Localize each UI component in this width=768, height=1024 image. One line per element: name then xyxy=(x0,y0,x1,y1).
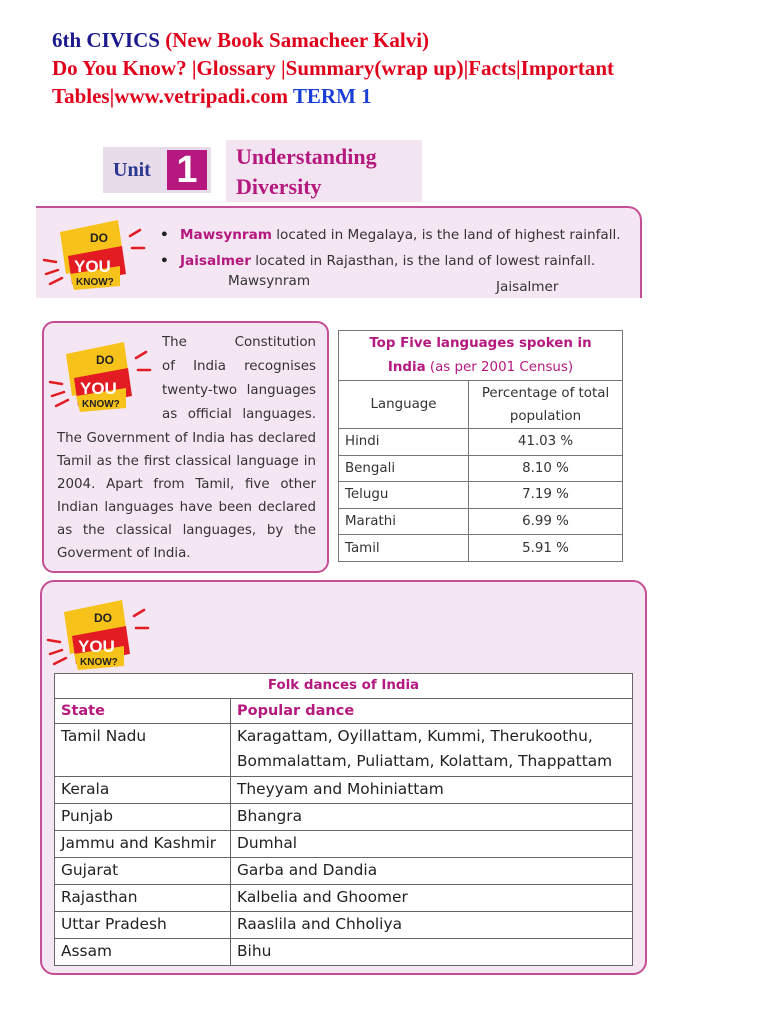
badge-do: DO xyxy=(90,231,108,245)
badge-know: KNOW? xyxy=(82,399,120,410)
table-header-row xyxy=(339,381,623,429)
table-row: Assam Bihu xyxy=(55,939,633,966)
header-line-2: Do You Know? |Glossary |Summary(wrap up)|Facts|Important xyxy=(52,56,614,80)
list-item: • Jaisalmer located in Rajasthan, is the land of lowest rainfall. xyxy=(160,248,621,274)
column-header-percent: Percentage of total population xyxy=(469,381,623,429)
table-row: Bengali 8.10 % xyxy=(339,455,623,482)
do-you-know-icon xyxy=(44,592,156,672)
badge-you: YOU xyxy=(80,379,117,398)
table-row: Uttar Pradesh Raaslila and Chholiya xyxy=(55,912,633,939)
badge-do: DO xyxy=(96,353,114,367)
table-row: Jammu and Kashmir Dumhal xyxy=(55,831,633,858)
do-you-know-icon xyxy=(46,334,158,414)
folk-dances-table xyxy=(54,673,633,966)
languages-table xyxy=(338,330,623,562)
facts-list xyxy=(160,222,621,274)
languages-note-intro: The Constitution of India recognises twenty-two languages as official languages. xyxy=(162,335,316,422)
column-header-state: State xyxy=(55,699,231,724)
unit-title: Understanding Diversity xyxy=(236,144,377,199)
table-row: Telugu 7.19 % xyxy=(339,482,623,509)
badge-know: KNOW? xyxy=(76,277,114,288)
table-title-row: Folk dances of India xyxy=(55,674,633,699)
badge-do: DO xyxy=(94,611,112,625)
site-link[interactable]: Tables|www.vetripadi.com xyxy=(52,84,289,108)
unit-word: Unit xyxy=(113,159,151,181)
column-header-dance: Popular dance xyxy=(231,699,633,724)
page-header xyxy=(52,26,752,110)
table-row: Kerala Theyyam and Mohiniattam xyxy=(55,777,633,804)
badge-you: YOU xyxy=(74,257,111,276)
do-you-know-icon xyxy=(40,212,152,292)
table-row: Punjab Bhangra xyxy=(55,804,633,831)
badge-know: KNOW? xyxy=(80,657,118,668)
table-header-row xyxy=(55,699,633,724)
table-row: Rajasthan Kalbelia and Ghoomer xyxy=(55,885,633,912)
caption-jaisalmer: Jaisalmer xyxy=(496,279,559,295)
header-line-3: Tables|www.vetripadi.com TERM 1 xyxy=(52,84,372,108)
table-row: Hindi 41.03 % xyxy=(339,429,623,456)
header-line-1: 6th CIVICS (New Book Samacheer Kalvi) xyxy=(52,28,430,52)
table-title-row: Top Five languages spoken in India (as per 2001 Census) xyxy=(339,331,623,381)
table-row: Tamil 5.91 % xyxy=(339,535,623,562)
badge-you: YOU xyxy=(78,637,115,656)
table-row: Marathi 6.99 % xyxy=(339,508,623,535)
unit-number: 1 xyxy=(167,150,207,190)
table-row: Gujarat Garba and Dandia xyxy=(55,858,633,885)
languages-note-paragraph: The Government of India has declared Tamil as the first classical language in 2004. Apart from Tamil, five other Indian languages have been declared as the classical languages, by the Goverment of India. xyxy=(57,431,316,561)
list-item: • Mawsynram located in Megalaya, is the land of highest rainfall. xyxy=(160,222,621,248)
unit-badge xyxy=(103,147,211,193)
table-row: Tamil Nadu Karagattam, Oyillattam, Kummi, Therukoothu, Bommalattam, Puliattam, Kolattam, Thappattam xyxy=(55,724,633,777)
column-header-language: Language xyxy=(339,381,469,429)
caption-mawsynram: Mawsynram xyxy=(228,273,311,289)
unit-title-box xyxy=(226,140,422,202)
